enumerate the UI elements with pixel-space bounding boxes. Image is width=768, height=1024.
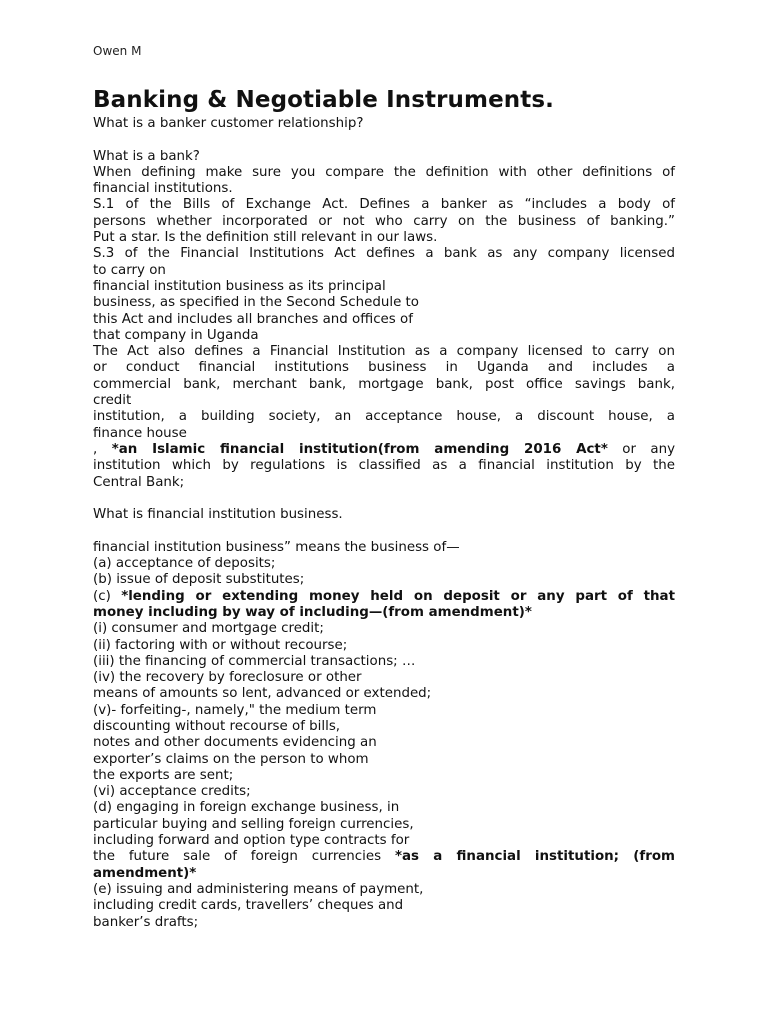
paragraph-line: [93, 866, 675, 882]
paragraph-line: financial institutions.: [93, 181, 233, 197]
paragraph-line: business, as specified in the Second Schedule to: [93, 295, 420, 311]
paragraph-line: [93, 605, 675, 621]
amendment-emphasis: *an Islamic financial institution(from amending 2016 Act*: [111, 441, 608, 457]
paragraph-line: or conduct financial institutions business in Uganda and includes a: [93, 360, 675, 376]
list-item: (iii) the financing of commercial transactions; …: [93, 653, 416, 669]
list-item: (i) consumer and mortgage credit;: [93, 621, 324, 637]
paragraph-line: Put a star. Is the definition still relevant in our laws.: [93, 230, 438, 246]
paragraph-line: means of amounts so lent, advanced or extended;: [93, 686, 432, 702]
amendment-emphasis: *lending or extending money held on deposit or any part of that: [121, 588, 675, 604]
paragraph-line: this Act and includes all branches and offices of: [93, 311, 413, 327]
blank-line: [93, 523, 675, 539]
paragraph-line: [93, 849, 675, 865]
paragraph-line: financial institution business as its principal: [93, 278, 386, 294]
line-prefix: the future sale of foreign currencies: [93, 849, 395, 865]
list-item: (v)- forfeiting-, namely," the medium term: [93, 702, 377, 718]
list-item: (vi) acceptance credits;: [93, 784, 251, 800]
list-item: [93, 589, 675, 605]
author-name: Owen M: [93, 44, 142, 58]
paragraph-line: S.3 of the Financial Institutions Act defines a bank as any company licensed: [93, 246, 675, 262]
document-body: [93, 116, 675, 931]
list-item: (d) engaging in foreign exchange business, in: [93, 800, 400, 816]
amendment-emphasis: *as a financial institution; (from: [394, 849, 675, 865]
amendment-emphasis: money including by way of including—(from amendment)*: [93, 604, 532, 620]
paragraph-line: that company in Uganda: [93, 327, 259, 343]
paragraph-line: discounting without recourse of bills,: [93, 718, 341, 734]
paragraph-line: the exports are sent;: [93, 767, 234, 783]
paragraph-line: finance house: [93, 425, 187, 441]
paragraph-line: particular buying and selling foreign currencies,: [93, 816, 414, 832]
paragraph-line: The Act also defines a Financial Institution as a company licensed to carry on: [93, 344, 675, 360]
paragraph-line: persons whether incorporated or not who carry on the business of banking.”: [93, 213, 675, 229]
blank-line: [93, 132, 675, 148]
paragraph-line: including credit cards, travellers’ cheques and: [93, 898, 404, 914]
paragraph-line: exporter’s claims on the person to whom: [93, 751, 369, 767]
list-item: (a) acceptance of deposits;: [93, 556, 276, 572]
paragraph-line: including forward and option type contracts for: [93, 833, 410, 849]
document-title: Banking & Negotiable Instruments.: [93, 87, 554, 113]
line-prefix: ,: [93, 441, 112, 457]
paragraph-line: banker’s drafts;: [93, 914, 199, 930]
paragraph-line: institution, a building society, an acceptance house, a discount house, a: [93, 409, 675, 425]
line-suffix: or any: [607, 441, 675, 457]
paragraph-line: commercial bank, merchant bank, mortgage bank, post office savings bank,: [93, 376, 675, 392]
amendment-emphasis: amendment)*: [93, 865, 197, 881]
paragraph-line: financial institution business” means the business of—: [93, 539, 460, 555]
paragraph-line: S.1 of the Bills of Exchange Act. Defines a banker as “includes a body of: [93, 197, 675, 213]
paragraph-line: Central Bank;: [93, 474, 185, 490]
list-item: (b) issue of deposit substitutes;: [93, 572, 305, 588]
paragraph-line: notes and other documents evidencing an: [93, 735, 377, 751]
paragraph-line: [93, 442, 675, 458]
list-item: (ii) factoring with or without recourse;: [93, 637, 348, 653]
paragraph-line: credit: [93, 393, 132, 409]
paragraph-line: When defining make sure you compare the definition with other definitions of: [93, 164, 675, 180]
blank-line: [93, 491, 675, 507]
paragraph-line: institution which by regulations is classified as a financial institution by the: [93, 458, 675, 474]
question-what-is-a-bank: What is a bank?: [93, 148, 200, 164]
list-item: (e) issuing and administering means of payment,: [93, 881, 424, 897]
paragraph-line: to carry on: [93, 262, 166, 278]
question-banker-customer-relationship: What is a banker customer relationship?: [93, 116, 364, 131]
list-item: (iv) the recovery by foreclosure or other: [93, 670, 362, 686]
question-financial-institution-business: What is financial institution business.: [93, 507, 343, 523]
line-prefix: (c): [93, 588, 122, 604]
